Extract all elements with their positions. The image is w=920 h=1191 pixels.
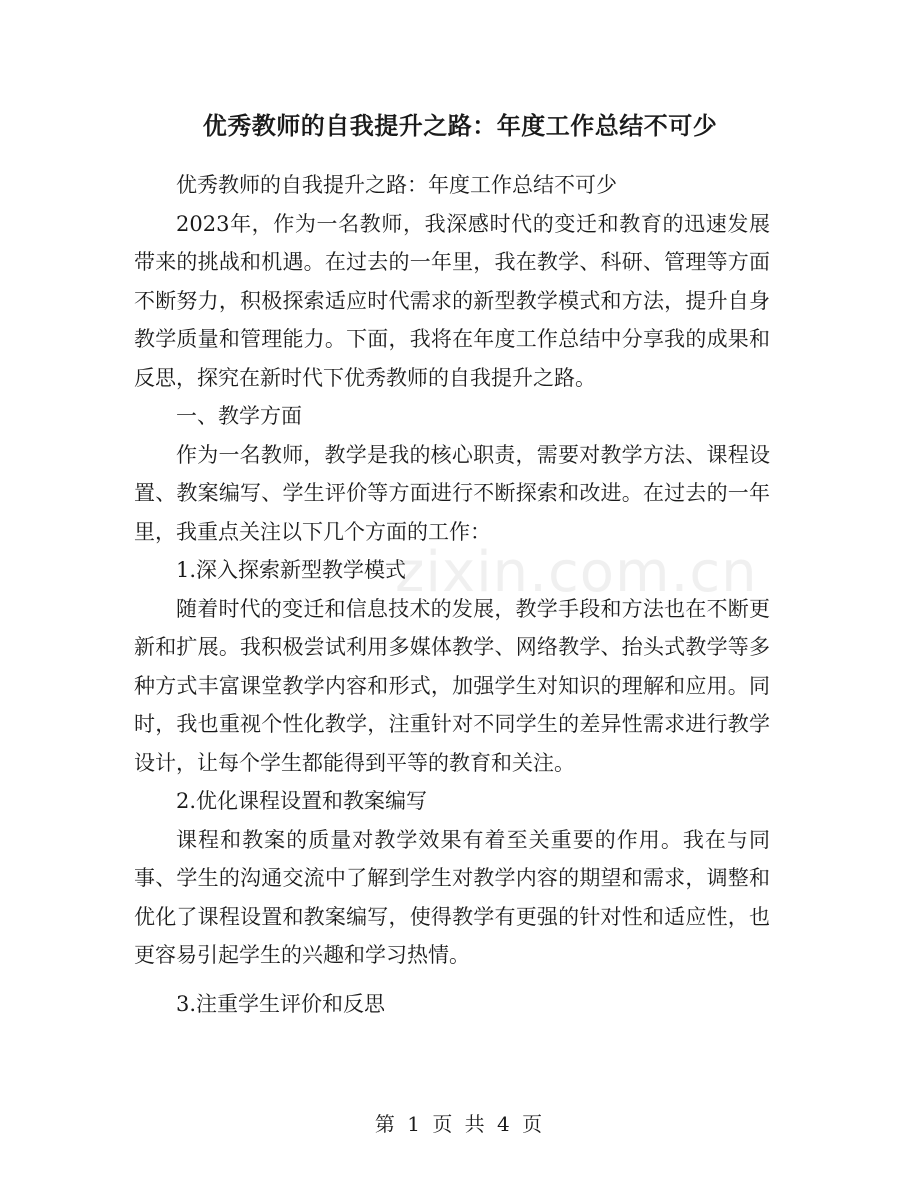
paragraph-teaching-overview: 作为一名教师，教学是我的核心职责，需要对教学方法、课程设置、教案编写、学生评价等方面进行不断探索和改进。在过去的一年里，我重点关注以下几个方面的工作：: [134, 442, 770, 544]
paragraph-course-optimization: 课程和教案的质量对教学效果有着至关重要的作用。我在与同事、学生的沟通交流中了解到学生对教学内容的期望和需求，调整和优化了课程设置和教案编写，使得教学有更强的针对性和适应性，也更容易引起学生的兴趣和学习热情。: [134, 827, 770, 967]
paragraph-new-teaching-model: 随着时代的变迁和信息技术的发展，教学手段和方法也在不断更新和扩展。我积极尝试利用多媒体教学、网络教学、抬头式教学等多种方式丰富课堂教学内容和形式，加强学生对知识的理解和应用。同时，我也重视个性化教学，注重针对不同学生的差异性需求进行教学设计，让每个学生都能得到平等的教育和关注。: [134, 596, 770, 775]
watermark: zixin.com.cn: [395, 540, 758, 605]
document-body: [134, 166, 770, 1023]
page-footer: 第 1 页 共 4 页: [374, 1112, 546, 1136]
paragraph-subtitle: 优秀教师的自我提升之路：年度工作总结不可少: [176, 173, 617, 197]
section-heading-teaching: 一、教学方面: [176, 404, 302, 428]
subheading-new-teaching-model: 1.深入探索新型教学模式: [176, 558, 407, 582]
subheading-student-evaluation: 3.注重学生评价和反思: [176, 991, 386, 1016]
document-title: 优秀教师的自我提升之路：年度工作总结不可少: [202, 112, 718, 140]
subheading-course-optimization: 2.优化课程设置和教案编写: [176, 789, 428, 813]
paragraph-intro: 2023年，作为一名教师，我深感时代的变迁和教育的迅速发展带来的挑战和机遇。在过去的一年里，我在教学、科研、管理等方面不断努力，积极探索适应时代需求的新型教学模式和方法，提升自身教学质量和管理能力。下面，我将在年度工作总结中分享我的成果和反思，探究在新时代下优秀教师的自我提升之路。: [134, 211, 770, 390]
